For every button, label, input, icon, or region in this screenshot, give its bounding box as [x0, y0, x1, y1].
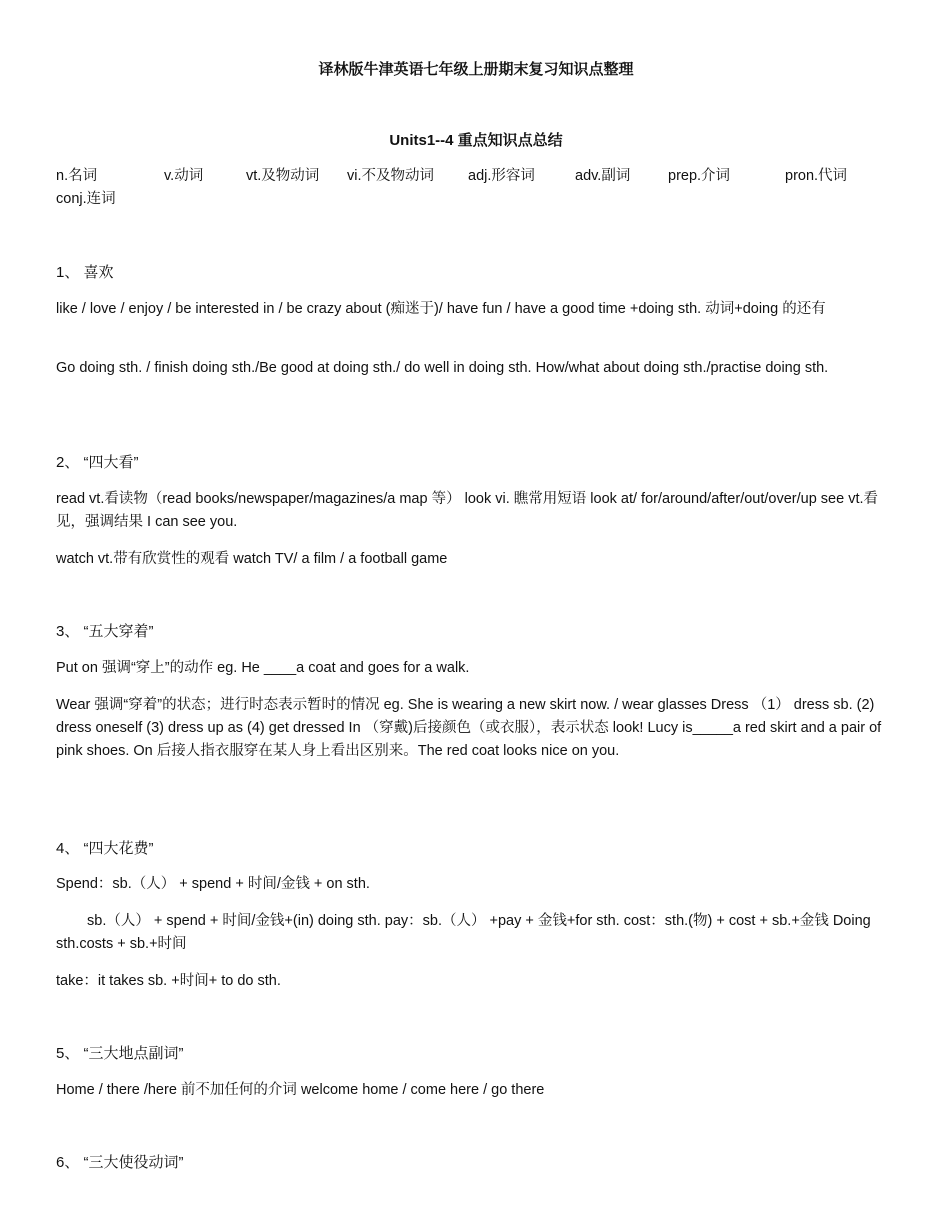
abbreviation-adverb: adv.副词: [575, 168, 631, 184]
section-2-paragraph-1: read vt.看读物（read books/newspaper/magazines/a map 等） look vi. 瞧常用短语 look at/ for/around/after/out/over/up see vt.看见，强调结果 I can see you.: [56, 491, 879, 530]
section-heading-3: 3、 “五大穿着”: [56, 623, 154, 640]
section-5-paragraph-1: Home / there /here 前不加任何的介词 welcome home / come here / go there: [56, 1082, 545, 1098]
section-2-paragraph-2: watch vt.带有欣赏性的观看 watch TV/ a film / a football game: [56, 551, 448, 567]
abbreviation-legend: [56, 165, 896, 211]
abbreviation-pronoun: pron.代词: [785, 168, 848, 184]
section-heading-5: 5、 “三大地点副词”: [56, 1045, 184, 1062]
section-4-paragraph-3: take：it takes sb. +时间+ to do sth.: [56, 973, 281, 989]
section-4-paragraph-2: sb.（人） + spend + 时间/金钱+(in) doing sth. pay：sb.（人） +pay + 金钱+for sth. cost：sth.(物) + cost + sb.+金钱 Doing sth.costs + sb.+时间: [56, 913, 871, 952]
section-4-paragraph-1: Spend：sb.（人） + spend + 时间/金钱 + on sth.: [56, 876, 370, 892]
abbreviation-adjective: adj.形容词: [468, 168, 535, 184]
abbreviation-conjunction: conj.连词: [56, 191, 116, 207]
abbreviation-intransitive-verb: vi.不及物动词: [347, 168, 434, 184]
document-title: 译林版牛津英语七年级上册期末复习知识点整理: [318, 61, 634, 78]
section-3-paragraph-1: Put on 强调“穿上”的动作 eg. He ____a coat and goes for a walk.: [56, 660, 470, 676]
abbreviation-preposition: prep.介词: [668, 168, 731, 184]
abbreviation-transitive-verb: vt.及物动词: [246, 168, 320, 184]
abbreviation-noun: n.名词: [56, 168, 98, 184]
section-heading-6: 6、 “三大使役动词”: [56, 1154, 184, 1171]
document-subtitle: Units1--4 重点知识点总结: [389, 132, 563, 149]
section-heading-4: 4、 “四大花费”: [56, 840, 154, 857]
section-1-paragraph-1: like / love / enjoy / be interested in / be crazy about (痴迷于)/ have fun / have a good time +doing sth. 动词+doing 的还有: [56, 301, 826, 317]
abbreviation-verb: v.动词: [164, 168, 204, 184]
section-heading-1: 1、 喜欢: [56, 264, 114, 281]
section-3-paragraph-2: Wear 强调“穿着”的状态；进行时态表示暂时的情况 eg. She is wearing a new skirt now. / wear glasses Dress （1） dress sb. (2) dress oneself (3) dress up as (4) get dressed In （穿戴)后接颜色（或衣服），表示状态 look! Lucy is_____a red skirt and a pair of pink shoes. On 后接人指衣服穿在某人身上看出区别来。The red coat looks nice on you.: [56, 697, 882, 759]
section-1-paragraph-2: Go doing sth. / finish doing sth./Be good at doing sth./ do well in doing sth. How/what about doing sth./practise doing sth.: [56, 360, 829, 376]
section-heading-2: 2、 “四大看”: [56, 454, 139, 471]
